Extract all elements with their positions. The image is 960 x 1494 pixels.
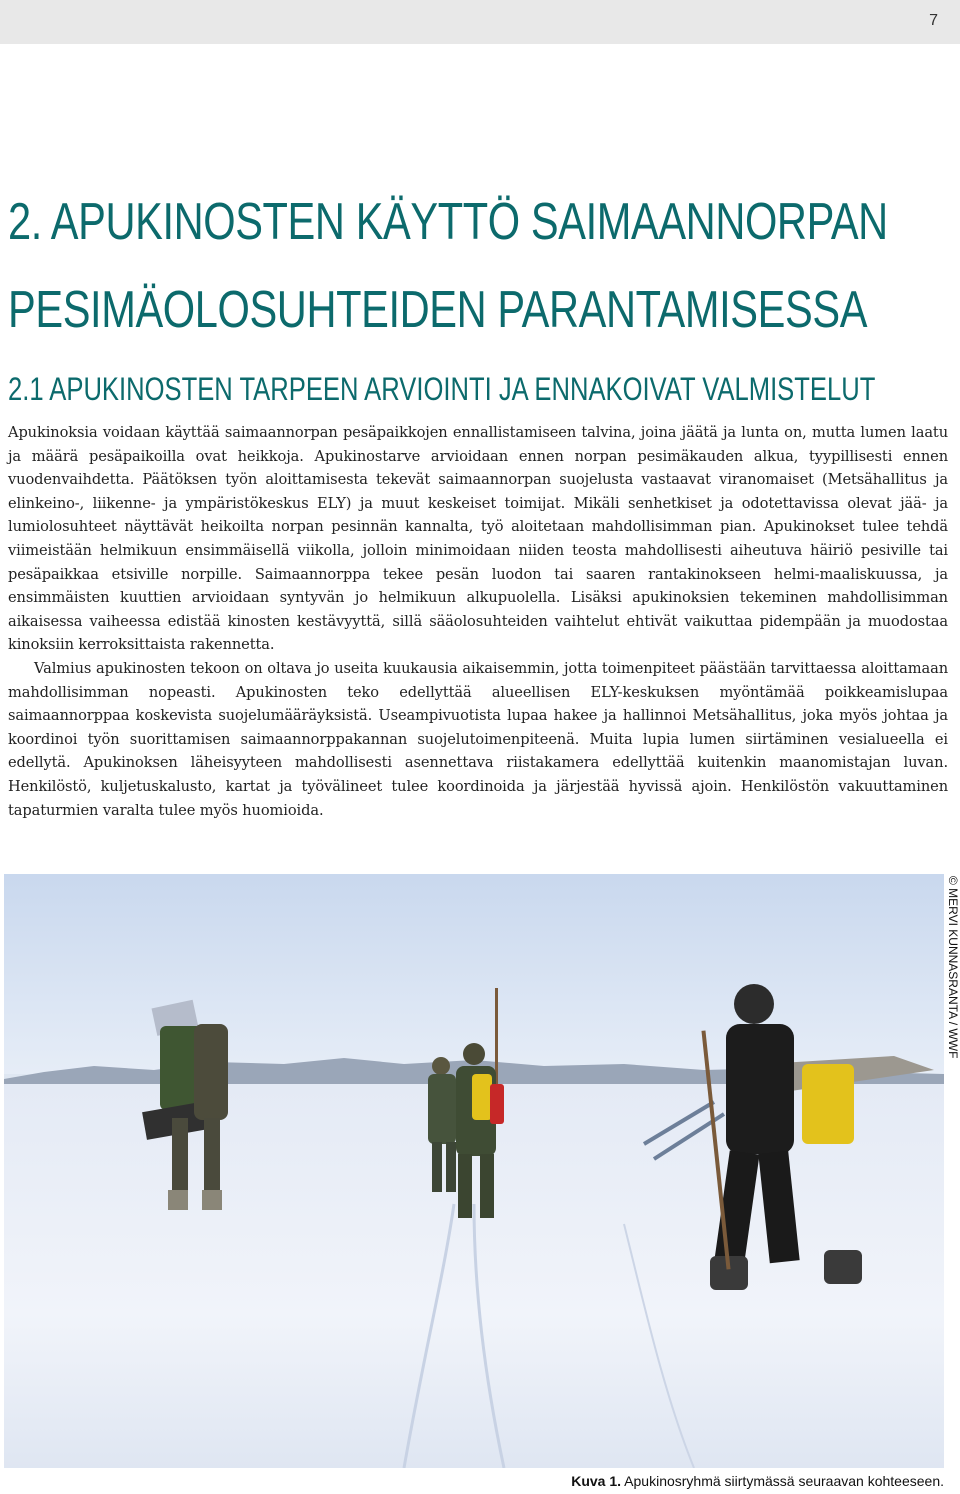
body-text [8,421,948,822]
photo-illustration [4,874,944,1468]
person-middle-back [428,1057,456,1192]
chapter-title-line-1: 2. APUKINOSTEN KÄYTTÖ SAIMAANNORPAN [8,193,888,251]
page-number: 7 [929,12,938,29]
chapter-title-line-2: PESIMÄOLOSUHTEIDEN PARANTAMISESSA [8,281,868,339]
paragraph-2: Valmius apukinosten tekoon on oltava jo useita kuukausia aikaisemmin, jotta toimenpiteet päästään tarvittaessa aloittamaan mahdollisimman nopeasti. Apukinosten teko edellyttää alueellisen ELY-keskuksen myöntämää poikkeamislupaa saimaannorppaa koskevista suojelumääräyksistä. Useampivuotista lupaa hakee ja hallinnoi Metsähallitus, joka myös johtaa ja koordinoi työn suorittamisen saimaannorppakannan suojelutoimenpiteenä. Muita lupia lumen siirtäminen vesialueella ei edellytä. Apukinoksen läheisyyteen mahdollisesti asennettava riistakamera edellyttää kuitenkin maanomistajan luvan. Henkilöstö, kuljetuskalusto, kartat ja työvälineet tulee koordinoida ja järjestää hyvissä ajoin. Henkilöstön vakuuttaminen tapaturmien varalta tulee myös huomioida. [8,659,948,819]
chapter-title [8,178,888,354]
caption-text: Apukinosryhmä siirtymässä seuraavan kohteeseen. [624,1473,944,1489]
figure-caption [571,1473,944,1489]
photo-snow-expedition [4,874,944,1468]
photo-credit [946,876,960,1176]
caption-label: Kuva 1. [571,1473,622,1489]
page-header-bar [0,0,960,44]
paragraph-1: Apukinoksia voidaan käyttää saimaannorpan pesäpaikkojen ennallistamiseen talvina, joina jäätä ja lunta on, mutta lumen laatu ja määrä pesäpaikoilla ovat heikkoja. Apukinostarve arvioidaan ennen norpan pesimäkauden alkua, tyypillisesti ennen vuodenvaihdetta. Päätöksen työn aloittamisesta tekevät saimaannorpan suojelusta vastaavat viranomaiset (Metsähallitus ja elinkeino-, liikenne- ja ympäristökeskus ELY) ja muut keskeiset toimijat. Mikäli senhetkiset ja odotettavissa olevat jää- ja lumiolosuhteet näyttävät heikoilta norpan pesinnän kannalta, työ aloitetaan mahdollisimman pian. Apukinokset tulee tehdä viimeistään helmikuun ensimmäisellä viikolla, jolloin minimoidaan niiden teosta mahdollisesti aiheutuva häiriö pesiville tai pesäpaikkaa etsiville norpille. Saimaannorppa tekee pesän luodon tai saaren rantakinokseen helmi-maaliskuussa, ja ensimmäisten kuuttien arvioidaan syntyvän jo helmikuun alkupuolella. Lisäksi apukinoksien tekeminen mahdollisimman aikaisessa vaiheessa edistää kinosten kestävyyttä, sillä sääolosuhteiden vaihtelut ehtivät vaikuttaa pidempään ja muodostaa kinoksiin kerroksittaista rakennetta. [8,424,948,654]
photo-credit-text: © MERVI KUNNASRANTA / WWF [946,876,960,1059]
section-title: 2.1 APUKINOSTEN TARPEEN ARVIOINTI JA ENNAKOIVAT VALMISTELUT [8,371,876,407]
